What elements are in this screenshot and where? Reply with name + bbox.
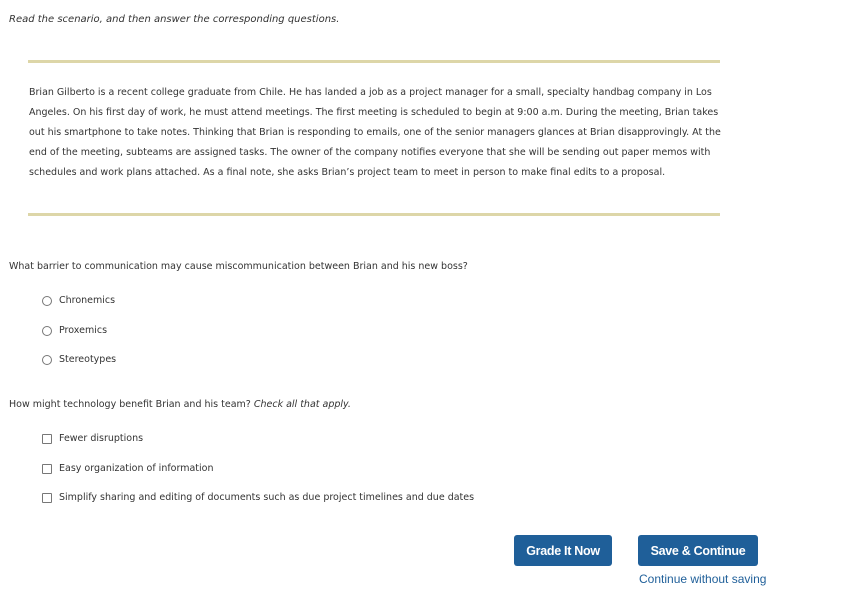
instructions-text: Read the scenario, and then answer the corresponding questions.	[9, 14, 340, 25]
option-simplify-sharing[interactable]	[42, 492, 474, 503]
checkbox[interactable]	[42, 434, 52, 444]
option-easy-organization[interactable]	[42, 463, 214, 474]
option-label: Stereotypes	[59, 354, 117, 365]
option-label: Chronemics	[59, 295, 116, 306]
scenario-box	[28, 60, 720, 216]
question-2-text	[9, 399, 351, 410]
option-stereotypes[interactable]	[42, 354, 116, 365]
grade-it-now-button[interactable]: Grade It Now	[514, 535, 612, 566]
continue-without-saving-link[interactable]: Continue without saving	[639, 572, 767, 586]
question-2-hint: Check all that apply.	[253, 399, 351, 410]
option-label: Easy organization of information	[59, 463, 214, 474]
option-proxemics[interactable]	[42, 325, 107, 336]
question-2-label: How might technology benefit Brian and his team?	[9, 399, 254, 410]
option-label: Fewer disruptions	[59, 433, 144, 444]
question-1-text: What barrier to communication may cause miscommunication between Brian and his new boss?	[9, 261, 468, 272]
checkbox[interactable]	[42, 464, 52, 474]
scenario-text: Brian Gilberto is a recent college graduate from Chile. He has landed a job as a project manager for a small, specialty handbag company in Los Angeles. On his first day of work, he must attend meetings. The first meeting is scheduled to begin at 9:00 a.m. During the meeting, Brian takes out his smartphone to take notes. Thinking that Brian is responding to emails, one of the senior managers glances at Brian disapprovingly. At the end of the meeting, subteams are assigned tasks. The owner of the company notifies everyone that she will be sending out paper memos with schedules and work plans attached. As a final note, she asks Brian’s project team to meet in person to make final edits to a proposal.	[29, 87, 721, 178]
option-fewer-disruptions[interactable]	[42, 433, 143, 444]
save-and-continue-button[interactable]: Save & Continue	[638, 535, 758, 566]
radio-button[interactable]	[42, 355, 52, 365]
checkbox[interactable]	[42, 493, 52, 503]
radio-button[interactable]	[42, 326, 52, 336]
option-label: Simplify sharing and editing of documents such as due project timelines and due dates	[59, 492, 475, 503]
option-chronemics[interactable]	[42, 295, 115, 306]
radio-button[interactable]	[42, 296, 52, 306]
option-label: Proxemics	[59, 325, 108, 336]
